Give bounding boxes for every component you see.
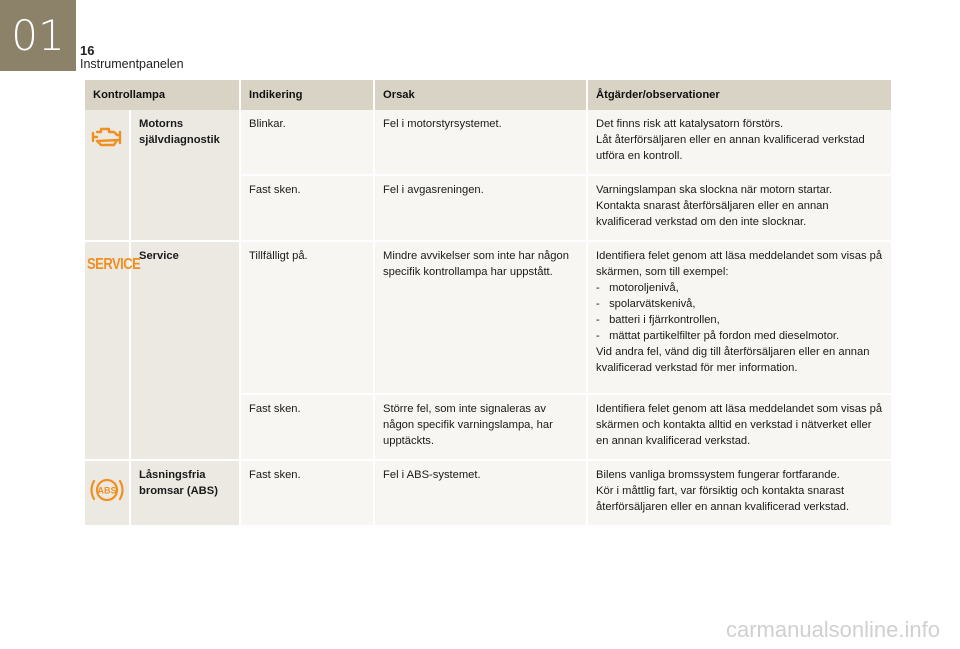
section-title: Instrumentpanelen [80,57,184,71]
page-number: 16 [80,43,95,58]
action-cell: Identifiera felet genom att läsa meddelandet som visas på skärmen och kontakta alltid en verkstad i nätverket eller en annan kvalificerad verkstad. [588,395,891,461]
watermark-text: carmanualsonline.info [725,617,940,642]
action-line: Låt återförsäljaren eller en annan kvalificerad verkstad utföra en kontroll. [596,134,865,162]
lamp-name: Motorns självdiagnostik [131,110,241,242]
indication-cell: Fast sken. [241,176,375,242]
action-cell [588,176,891,242]
action-intro: Identifiera felet genom att läsa meddelandet som visas på skärmen, som till exempel: [596,250,883,278]
column-header-action: Åtgärder/observationer [588,80,891,110]
column-header-cause: Orsak [375,80,588,110]
indication-cell: Blinkar. [241,110,375,176]
indication-cell: Fast sken. [241,395,375,461]
chapter-number: 01 [0,0,76,71]
service-icon: SERVICE [87,254,141,273]
column-header-indication: Indikering [241,80,375,110]
column-header-lamp: Kontrollampa [85,80,241,110]
warning-lamp-table [85,80,891,527]
list-item: - batteri i fjärrkontrollen, [596,314,720,326]
list-item: - mättat partikelfilter på fordon med dieselmotor. [596,330,840,342]
action-cell [588,110,891,176]
lamp-name: Låsningsfria bromsar (ABS) [131,461,241,527]
lamp-icon-cell [85,242,141,461]
table-row [85,242,891,395]
cause-cell: Fel i avgasreningen. [375,176,588,242]
table-header-row [85,80,891,110]
list-item: - motoroljenivå, [596,282,679,294]
action-cell [588,242,891,395]
action-line: Det finns risk att katalysatorn förstörs. [596,118,784,130]
lamp-icon-cell [85,110,131,242]
abs-icon [88,475,126,505]
action-cell [588,461,891,527]
table-row [85,461,891,527]
lamp-icon-cell [85,461,131,527]
lamp-name: Service [131,242,241,461]
table-row [85,110,891,176]
engine-icon [90,124,124,150]
action-line: Varningslampan ska slockna när motorn startar. [596,184,833,196]
cause-cell: Större fel, som inte signaleras av någon specifik varningslampa, har upptäckts. [375,395,588,461]
svg-text:ABS: ABS [97,485,117,496]
action-line: Kontakta snarast återförsäljaren eller en annan kvalificerad verkstad om den inte slocknar. [596,200,829,228]
cause-cell: Mindre avvikelser som inte har någon specifik kontrollampa har uppstått. [375,242,588,395]
indication-cell: Tillfälligt på. [241,242,375,395]
action-outro: Vid andra fel, vänd dig till återförsäljaren eller en annan kvalificerad verkstad för mer information. [596,346,870,374]
cause-cell: Fel i motorstyrsystemet. [375,110,588,176]
action-line: Bilens vanliga bromssystem fungerar fortfarande. [596,469,840,481]
list-item: - spolarvätskenivå, [596,298,696,310]
indication-cell: Fast sken. [241,461,375,527]
action-line: Kör i måttlig fart, var försiktig och kontakta snarast återförsäljaren eller en annan kvalificerad verkstad. [596,485,850,513]
cause-cell: Fel i ABS-systemet. [375,461,588,527]
